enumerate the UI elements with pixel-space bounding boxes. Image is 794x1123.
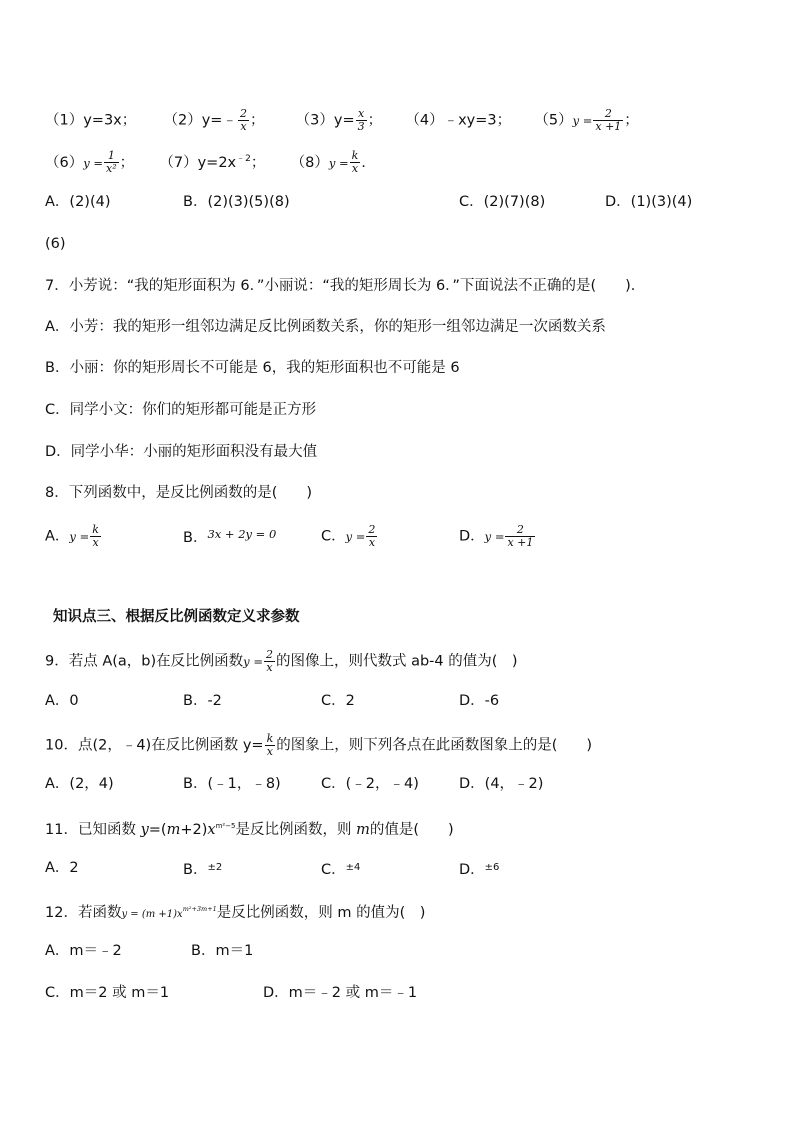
q8-option-d: D．y = $\frac{2}{x +1}$ xyxy=(459,523,534,549)
q7-stem: 7．小芳说：“我的矩形面积为 6．”小丽说：“我的矩形周长为 6．”下面说法不正确的是( )． xyxy=(45,278,646,294)
section-heading: 知识点三、根据反比例函数定义求参数 xyxy=(53,609,300,625)
q6-item7: （7）y=2x xyxy=(159,154,237,171)
q11-option-c: C．$^{\pm 4}$ xyxy=(321,862,361,878)
q9-option-c: C．2 xyxy=(321,693,355,709)
q10-option-b: B．(﹣1，﹣8) xyxy=(183,776,281,792)
q6-item3-fraction: $\frac{x}{3}$ xyxy=(357,107,365,133)
q9-option-a: A．0 xyxy=(45,693,79,709)
q8-stem: 8．下列函数中，是反比例函数的是( ) xyxy=(45,485,313,501)
q11-option-a: A．2 xyxy=(45,860,79,876)
q6-option-a: A．(2)(4) xyxy=(45,194,111,210)
q12-option-b: B．m＝1 xyxy=(191,943,254,959)
q12-stem: 12．若函数$y = (m +1)x^{m^2+3m+1}$是反比例函数，则 m 的值为( ) xyxy=(45,904,426,921)
q6-item3-prefix: （3）y= xyxy=(295,112,355,129)
q8-option-b: B．$^{3x + 2y = 0}$ xyxy=(183,527,277,546)
q6-item2-prefix: （2）y=﹣ xyxy=(163,112,237,129)
q7-option-d: D．同学小华：小丽的矩形面积没有最大值 xyxy=(45,444,318,460)
q6-item8-fraction: $\frac{k}{x}$ xyxy=(351,149,359,176)
q6-items-line2: （6）y = $\frac{1}{\text{x²}}$ ； $(7)y=2x^{﹣2}$； （8）y = $\frac{k}{x}$ . xyxy=(45,149,366,176)
q6-items-line1: （1）y=3x； （2）y=﹣ $\frac{2}{x}$ ； （3）y= $\frac{x}{3}$ ； （4）﹣xy=3； （5）y = $\frac{2}{x +1}$ ； xyxy=(45,107,639,133)
q6-item6-prefix: （6） xyxy=(45,154,84,171)
q7-option-c: C．同学小文：你们的矩形都可能是正方形 xyxy=(45,402,317,418)
q12-option-d: D．m＝﹣2 或 m＝﹣1 xyxy=(263,985,418,1001)
q7-option-a: A．小芳：我的矩形一组邻边满足反比例函数关系，你的矩形一组邻边满足一次函数关系 xyxy=(45,319,606,335)
q6-option-c: C．(2)(7)(8) xyxy=(459,194,546,210)
q6-item5-prefix: （5） xyxy=(534,112,573,129)
q10-option-c: C．(﹣2，﹣4) xyxy=(321,776,419,792)
q10-option-d: D．(4，﹣2) xyxy=(459,776,544,792)
q9-stem: 9．若点 A(a，b)在反比例函数y = $\frac{2}{x}$ 的图像上，则代数式 ab-4 的值为( ) xyxy=(45,648,518,674)
q6-item1: （1）y=3x； xyxy=(45,112,137,129)
q6-option-d-continued: (6) xyxy=(45,236,66,252)
q8-option-a: A．y = $\frac{k}{x}$ xyxy=(45,523,99,549)
q6-item4: （4）﹣xy=3； xyxy=(405,112,512,129)
q12-option-c: C．m＝2 或 m＝1 xyxy=(45,985,170,1001)
q6-option-d: D．(1)(3)(4) xyxy=(605,194,693,210)
q6-item8-prefix: （8） xyxy=(290,154,329,171)
q7-option-b: B．小丽：你的矩形周长不可能是 6，我的矩形面积也不可能是 6 xyxy=(45,360,460,376)
q6-item6-fraction: $\frac{1}{\text{x²}}$ xyxy=(106,149,117,176)
q6-option-b: B．(2)(3)(5)(8) xyxy=(183,194,290,210)
q11-option-d: D．$^{\pm 6}$ xyxy=(459,862,500,878)
q11-option-b: B．$^{\pm 2}$ xyxy=(183,862,223,878)
q12-option-a: A．m＝﹣2 xyxy=(45,943,122,959)
q10-option-a: A．(2，4) xyxy=(45,776,114,792)
q8-option-c: C．y = $\frac{2}{x}$ xyxy=(321,523,376,549)
q6-item5-fraction: $\frac{2}{x +1}$ xyxy=(595,107,622,133)
q6-item2-fraction: $\frac{2}{x}$ xyxy=(239,107,247,133)
q11-stem: 11．已知函数 $y=(m+2)x^{m^2-5}$是反比例函数，则 m的值是( ) xyxy=(45,821,454,838)
q9-option-d: D．-6 xyxy=(459,693,500,709)
q10-stem: 10．点(2，﹣4)在反比例函数 y= $\frac{k}{x}$ 的图象上，则下列各点在此函数图象上的是( ) xyxy=(45,732,593,758)
q9-option-b: B．-2 xyxy=(183,693,222,709)
